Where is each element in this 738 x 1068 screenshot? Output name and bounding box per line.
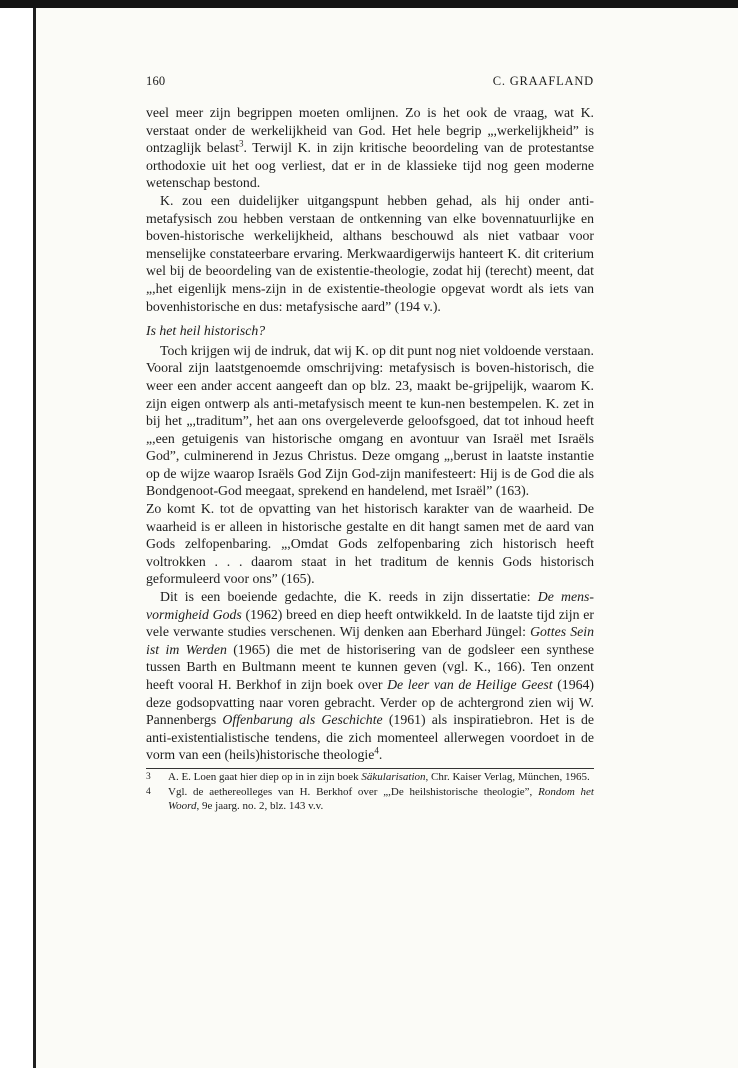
title-de-mensvormigheid-gods: De mens-vormigheid Gods (146, 589, 594, 622)
footnote-3-text (168, 771, 594, 784)
footnote-ref-4[interactable]: 4 (374, 745, 379, 756)
paragraph-4: Zo komt K. tot de opvatting van het historisch karakter van de waarheid. De waarheid is er alleen in historische gestalte en dit hangt samen met de aard van Gods zelfopenbaring. „,Omdat Gods zelfopenbaring zich historisch heeft voltrokken . . . daarom staat in het traditum de kennis Gods historisch geformuleerd voor ons” (165). (146, 501, 594, 587)
page-number: 160 (146, 74, 166, 88)
footnote-4 (146, 786, 594, 813)
paragraph-5-part-c: (1965) die met de historisering van de godsleer een synthese tussen Barth en Bultmann meent te kunnen geven (vgl. K., 166). Ten onzent heeft vooral H. Berkhof in zijn boek over (146, 641, 594, 692)
paragraph-5 (146, 588, 594, 764)
paragraph-2: K. zou een duidelijker uitgangspunt hebben gehad, als hij onder anti-metafysisch zou hebben verstaan de ontkenning van elke bovennatuurlijke en boven-historische werkelijkheid, althans beschouwd als niet vatbaar voor menselijke constateerbare ervaring. Merkwaardigerwijs hanteert K. dit criterium wel bij de beoordeling van de existentie-theologie, zodat hij (terecht) meent, dat „,het eigenlijk mens-zijn in de existentie-theologie opgevat wordt als iets van bovenhistorische en dus: metafysische aard” (194 v.). (146, 192, 594, 314)
footnote-3 (146, 771, 594, 784)
paragraph-5-part-f: . (378, 747, 383, 763)
paragraph-3: Toch krijgen wij de indruk, dat wij K. op dit punt nog niet voldoende verstaan. Vooral zijn laatstgenoemde omschrijving: metafysisch is boven-historisch, die weer een ander accent aangeeft dan op blz. 23, maakt be-grijpelijk, waarom K. zijn eigen ontwerp als anti-metafysisch meent te kun-nen bestempelen. K. zet in bij het „,traditum”, het aan ons overgeleverde geloofsgoed, dat tot inhoud heeft „,een getuigenis van historische omgang en avontuur van Israël met Israëls God”, culminerend in Jezus Christus. Deze omgang „,berust in laatste instantie op de wijze waarop Israëls God Zijn God-zijn manifesteert: Hij is de God die als Bondgenoot-God meegaat, sprekend en handelend, met Israël” (163). (146, 342, 594, 499)
running-head: C. GRAAFLAND (492, 74, 594, 88)
title-gottes-sein: Gottes Sein ist im Werden (146, 624, 594, 657)
title-leer-heilige-geest: De leer van de Heilige Geest (387, 677, 553, 692)
scan-top-border (0, 0, 738, 8)
paragraph-1-part-a: veel meer zijn begrippen moeten omlijnen. Zo is het ook de vraag, wat K. verstaat onder de werkelijkheid van God. Het hele begrip „,werkelijkheid” is ontzaglijk belast (146, 105, 594, 156)
footnote-4-text (168, 786, 594, 813)
footnote-3-number: 3 (146, 771, 151, 782)
footnote-4-part-b: , 9e jaarg. no. 2, blz. 143 v.v. (196, 799, 324, 812)
footnote-ref-3[interactable]: 3 (238, 138, 244, 149)
paragraph-5-part-e: (1961) als inspiratiebron. Het is de anti-existentialistische tendens, die zich momenteel allerwegen voordoet in de vorm van een (heils)historische theologie (146, 712, 595, 763)
footnote-rule (146, 768, 594, 769)
footnote-4-part-a: Vgl. de aethereolleges van H. Berkhof over „,De heilshistorische theologie”, (168, 786, 539, 799)
section-heading: Is het heil historisch? (146, 323, 266, 339)
footnote-4-number: 4 (146, 787, 151, 798)
paragraph-5-part-a: Dit is een boeiende gedachte, die K. reeds in zijn dissertatie: (160, 589, 538, 605)
running-header (146, 74, 594, 94)
footnote-3-part-a: A. E. Loen gaat hier diep op in in zijn boek (168, 770, 362, 783)
paragraph-5-part-b: (1962) breed en diep heeft ontwikkeld. In de laatste tijd zijn er vele verwante studies verschenen. Wij denken aan Eberhard Jüngel: (146, 606, 594, 640)
paragraph-1 (146, 104, 594, 192)
body-text (146, 104, 594, 813)
footnote-3-part-b: , Chr. Kaiser Verlag, München, 1965. (425, 770, 590, 783)
paragraph-5-part-d: (1964) deze godsopvatting naar voren gebracht. Verder op de achtergrond zien wij W. Pannenbergs (146, 677, 594, 728)
footnote-4-title: Rondom het Woord (168, 786, 594, 812)
paragraph-1-part-b: . Terwijl K. in zijn kritische beoordeling van de protestantse orthodoxie uit het oog verliest, dat er in de klassieke tijd nog geen moderne wetenschap bestond. (146, 140, 594, 191)
title-offenbarung: Offenbarung als Geschichte (222, 712, 383, 728)
footnote-3-title: Säkularisation (361, 770, 426, 783)
